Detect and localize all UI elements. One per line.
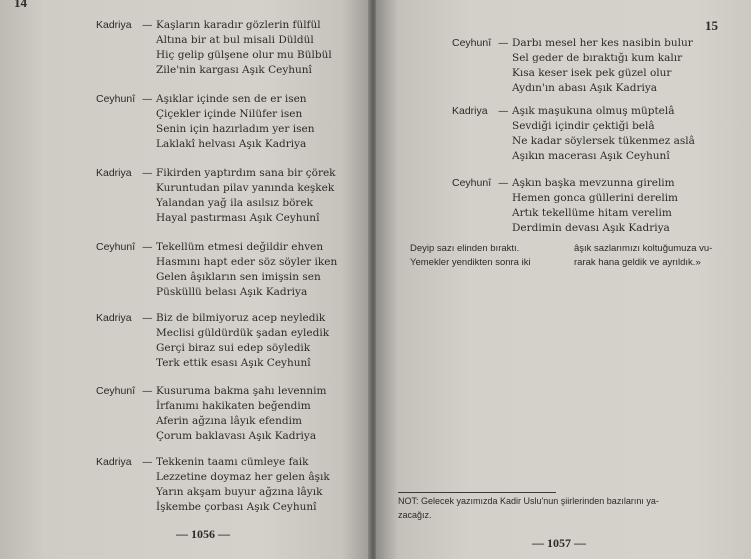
stanza-lines bbox=[156, 384, 326, 444]
stanza-dash: — bbox=[498, 105, 509, 117]
stanza-lines bbox=[512, 176, 678, 236]
stanza-dash: — bbox=[498, 37, 509, 49]
verse-line: Derdimin devası Aşık Kadriya bbox=[512, 222, 670, 234]
stanza-speaker: Ceyhunî bbox=[452, 37, 492, 49]
verse-line: Aşıklar içinde sen de er isen bbox=[156, 93, 307, 105]
verse-line: Darbı mesel her kes nasibin bulur bbox=[512, 37, 693, 49]
stanza-dash: — bbox=[142, 312, 153, 324]
stanza-speaker: Ceyhunî bbox=[96, 93, 136, 105]
verse-line: Tekkenin taamı cümleye faik bbox=[156, 456, 309, 468]
stanza-dash: — bbox=[142, 167, 153, 179]
left-page-number: — 1056 — bbox=[176, 527, 230, 541]
verse-line: Aşık maşukuna olmuş müptelâ bbox=[512, 105, 675, 117]
right-page bbox=[376, 0, 751, 559]
verse-line: Hiç gelip gülşene olur mu Bülbül bbox=[156, 49, 332, 61]
stanza-speaker: Kadriya bbox=[96, 456, 132, 468]
footnote-line: NOT: Gelecek yazımızda Kadir Uslu'nun şiirlerinden bazılarını ya- bbox=[398, 496, 659, 506]
stanza-speaker: Kadriya bbox=[96, 19, 132, 31]
stanza-speaker: Kadriya bbox=[96, 312, 132, 324]
verse-line: Çorum baklavası Aşık Kadriya bbox=[156, 430, 317, 442]
prose-right-column bbox=[574, 242, 712, 270]
footnote-line: zacağız. bbox=[398, 510, 432, 520]
verse-line: Kaşların karadır gözlerin fülfül bbox=[156, 19, 321, 31]
verse-line: Yalandan yağ ila asılsız börek bbox=[156, 197, 314, 209]
stanza-speaker: Ceyhunî bbox=[96, 385, 136, 397]
stanza-speaker: Kadriya bbox=[96, 167, 132, 179]
stanza-lines bbox=[156, 166, 336, 226]
verse-line: Tekellüm etmesi değildir ehven bbox=[156, 241, 324, 253]
verse-line: Biz de bilmiyoruz acep neyledik bbox=[156, 312, 326, 324]
stanza-dash: — bbox=[142, 456, 153, 468]
stanza-lines bbox=[512, 104, 695, 164]
verse-line: Hayal pastırması Aşık Ceyhunî bbox=[156, 212, 320, 224]
verse-line: İşkembe çorbası Aşık Ceyhunî bbox=[156, 501, 317, 513]
verse-line: Sel geder de bıraktığı kum kalır bbox=[512, 52, 683, 64]
verse-line: İrfanımı hakikaten beğendim bbox=[156, 400, 311, 412]
verse-line: Terk ettik esası Aşık Ceyhunî bbox=[156, 357, 311, 369]
verse-line: Kusuruma bakma şahı levennim bbox=[156, 385, 327, 397]
verse-line: Senin için hazırladım yer isen bbox=[156, 123, 315, 135]
stanza-lines bbox=[156, 240, 337, 300]
right-page-number: — 1057 — bbox=[532, 536, 586, 550]
prose-left-column bbox=[410, 242, 531, 270]
stanza-lines bbox=[156, 311, 329, 371]
verse-line: Püsküllü belası Aşık Kadriya bbox=[156, 286, 308, 298]
stanza-lines bbox=[156, 455, 330, 515]
verse-line: Gerçi biraz sui edep söyledik bbox=[156, 342, 311, 354]
prose-line: Deyip sazı elinden bıraktı. bbox=[410, 243, 520, 254]
left-page bbox=[0, 0, 372, 559]
stanza-dash: — bbox=[142, 93, 153, 105]
stanza-dash: — bbox=[142, 385, 153, 397]
stanza-speaker: Ceyhunî bbox=[452, 177, 492, 189]
verse-line: Kısa keser isek pek güzel olur bbox=[512, 67, 672, 79]
verse-line: Aydın'ın abası Aşık Kadriya bbox=[512, 82, 658, 94]
verse-line: Sevdiği içindir çektiği belâ bbox=[512, 120, 655, 132]
footnote-rule bbox=[398, 492, 556, 493]
verse-line: Zile'nin kargası Aşık Ceyhunî bbox=[156, 64, 312, 76]
stanza-lines bbox=[156, 92, 314, 152]
right-corner-page-number: 15 bbox=[705, 18, 718, 33]
verse-line: Meclisi güldürdük şadan eyledik bbox=[156, 327, 330, 339]
stanza-dash: — bbox=[142, 241, 153, 253]
stanza-dash: — bbox=[142, 19, 153, 31]
verse-line: Laklakî helvası Aşık Kadriya bbox=[156, 138, 307, 150]
verse-line: Hasmını hapt eder söz söyler iken bbox=[156, 256, 338, 268]
verse-line: Fikirden yaptırdım sana bir çörek bbox=[156, 167, 336, 179]
verse-line: Artık tekellüme hitam verelim bbox=[512, 207, 672, 219]
left-corner-page-number: 14 bbox=[14, 0, 27, 10]
prose-line: rarak hana geldik ve ayrıldık.» bbox=[574, 257, 701, 268]
stanza-lines bbox=[156, 18, 332, 78]
verse-line: Gelen âşıkların sen imişsin sen bbox=[156, 271, 321, 283]
stanza-speaker: Kadriya bbox=[452, 105, 488, 117]
verse-line: Yarın akşam buyur ağzına lâyık bbox=[156, 486, 323, 498]
verse-line: Ne kadar söylersek tükenmez aslâ bbox=[512, 135, 695, 147]
prose-line: Yemekler yendikten sonra iki bbox=[410, 257, 531, 268]
verse-line: Aşıkın macerası Aşık Ceyhunî bbox=[512, 150, 670, 162]
stanza-dash: — bbox=[498, 177, 509, 189]
verse-line: Aferin ağzına lâyık efendim bbox=[156, 415, 302, 427]
verse-line: Lezzetine doymaz her gelen âşık bbox=[156, 471, 330, 483]
stanza-speaker: Ceyhunî bbox=[96, 241, 136, 253]
prose-line: âşık sazlarımızı koltuğumuza vu- bbox=[574, 243, 713, 254]
verse-line: Aşkın başka mevzunna girelim bbox=[512, 177, 675, 189]
verse-line: Kuruntudan pilav yanında keşkek bbox=[156, 182, 335, 194]
verse-line: Altına bir at bul misali Düldül bbox=[156, 34, 314, 46]
stanza-lines bbox=[512, 36, 693, 96]
verse-line: Çiçekler içinde Nilüfer isen bbox=[156, 108, 303, 120]
verse-line: Hemen gonca güllerini derelim bbox=[512, 192, 679, 204]
